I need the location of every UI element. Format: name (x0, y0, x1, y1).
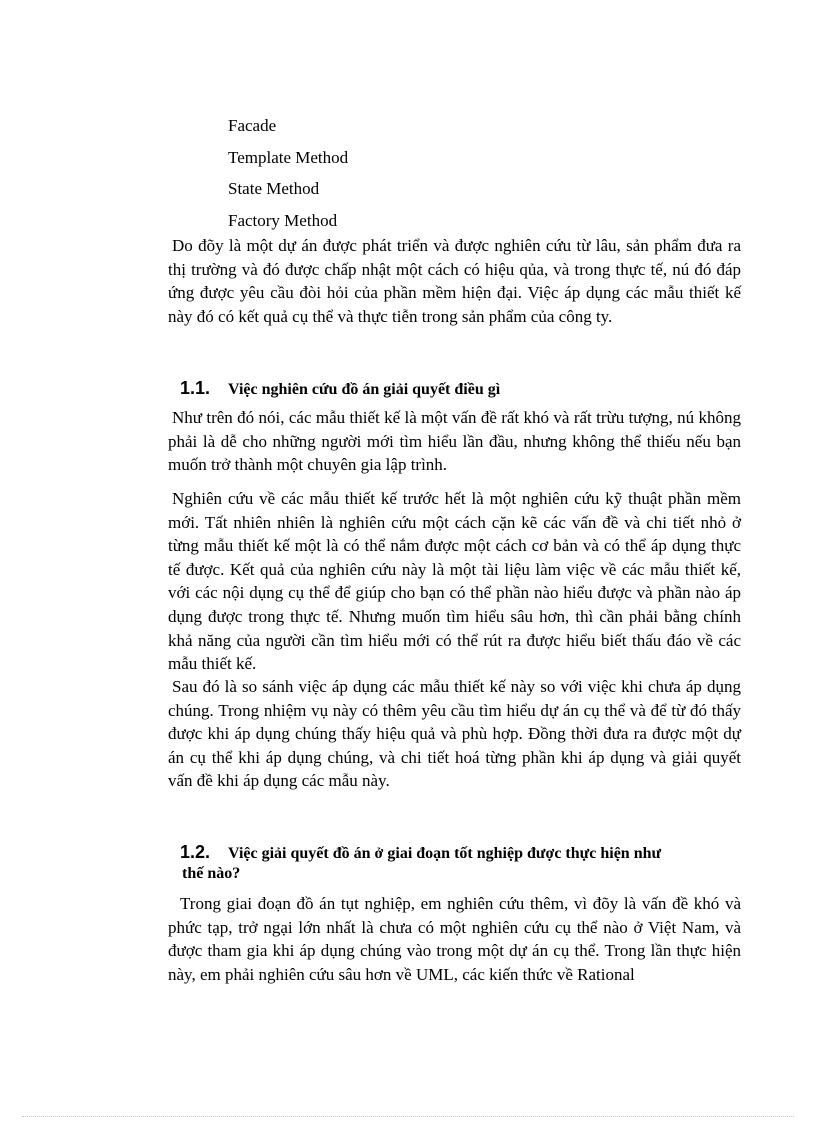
list-item: State Method (228, 179, 320, 198)
intro-paragraph: Do đõy là một dự án được phát triển và được nghiên cứu từ lâu, sản phẩm đưa ra thị trường và đó được chấp nhật một cách có hiệu qủa, và trong thực tế, nú đó đáp ứng được yêu cầu đòi hỏi của phần mềm hiện đại. Việc áp dụng các mẫu thiết kế này đó có kết quả cụ thể và thực tiễn trong sản phẩm của công ty. (168, 236, 741, 326)
section2-paragraph-1: Trong giai đoạn đồ án tụt nghiệp, em nghiên cứu thêm, vì đõy là vấn đề khó và phức tạp, trở ngại lớn nhất là chưa có một nghiên cứu cụ thể nào ở Việt Nam, và được tham gia khi áp dụng chúng vào trong một dự án cụ thể. Trong lần thực hiện này, em phải nghiên cứu sâu hơn về UML, các kiến thức về Rational (168, 894, 741, 984)
page-footer-divider (22, 1116, 794, 1117)
section-number: 1.1. (180, 378, 211, 398)
section-title: Việc giải quyết đồ án ở giai đoạn tốt nghiệp được thực hiện như (228, 845, 662, 862)
section1-paragraph-2: Nghiên cứu về các mẫu thiết kế trước hết là một nghiên cứu kỹ thuật phần mềm mới. Tất nhiên nhiên là nghiên cứu một cách cặn kẽ các vấn đề và chi tiết nhỏ ở từng mẫu thiết kế một là có thể nắm được một cách cơ bản và có thể áp dụng thực tế được. Kết quả của nghiên cứu này là một tài liệu làm việc về các mẫu thiết kế, với các nội dụng cụ thể để giúp cho bạn có thể phần nào hiểu được và phần nào áp dụng được trong thực tế. Nhưng muốn tìm hiểu sâu hơn, thì cần phải bằng chính khả năng của người cần tìm hiểu mới có thể rút ra được hiểu biết thấu đáo về các mẫu thiết kế. (168, 489, 741, 674)
list-item: Template Method (228, 147, 349, 167)
section-heading-1-1 (180, 376, 750, 402)
section1-paragraph-3: Sau đó là so sánh việc áp dụng các mẫu thiết kế này so với việc khi chưa áp dụng chúng. Trong nhiệm vụ này có thêm yêu cầu tìm hiểu dự án cụ thể và để từ đó thấy được khi áp dụng chúng thấy hiệu quả và phù hợp. Đồng thời đưa ra được một dự án cụ thể khi áp dụng chúng, và chi tiết hoá từng phần khi áp dụng và giải quyết vấn đề khi áp dụng các mẫu này. (168, 677, 741, 791)
section1-paragraph-1: Như trên đó nói, các mẫu thiết kế là một vấn đề rất khó và rất trừu tượng, nú không phải là dễ cho những người mới tìm hiểu lần đầu, nhưng không thể thiếu nếu bạn muốn trở thành một chuyên gia lập trình. (168, 408, 741, 475)
section-title: Việc nghiên cứu đồ án giải quyết điều gì (228, 381, 501, 398)
section-title-continued: thế nào? (182, 865, 241, 882)
list-item: Facade (228, 116, 277, 135)
list-item: Factory Method (228, 210, 338, 230)
pattern-list (228, 110, 348, 236)
section-number: 1.2. (180, 842, 211, 862)
